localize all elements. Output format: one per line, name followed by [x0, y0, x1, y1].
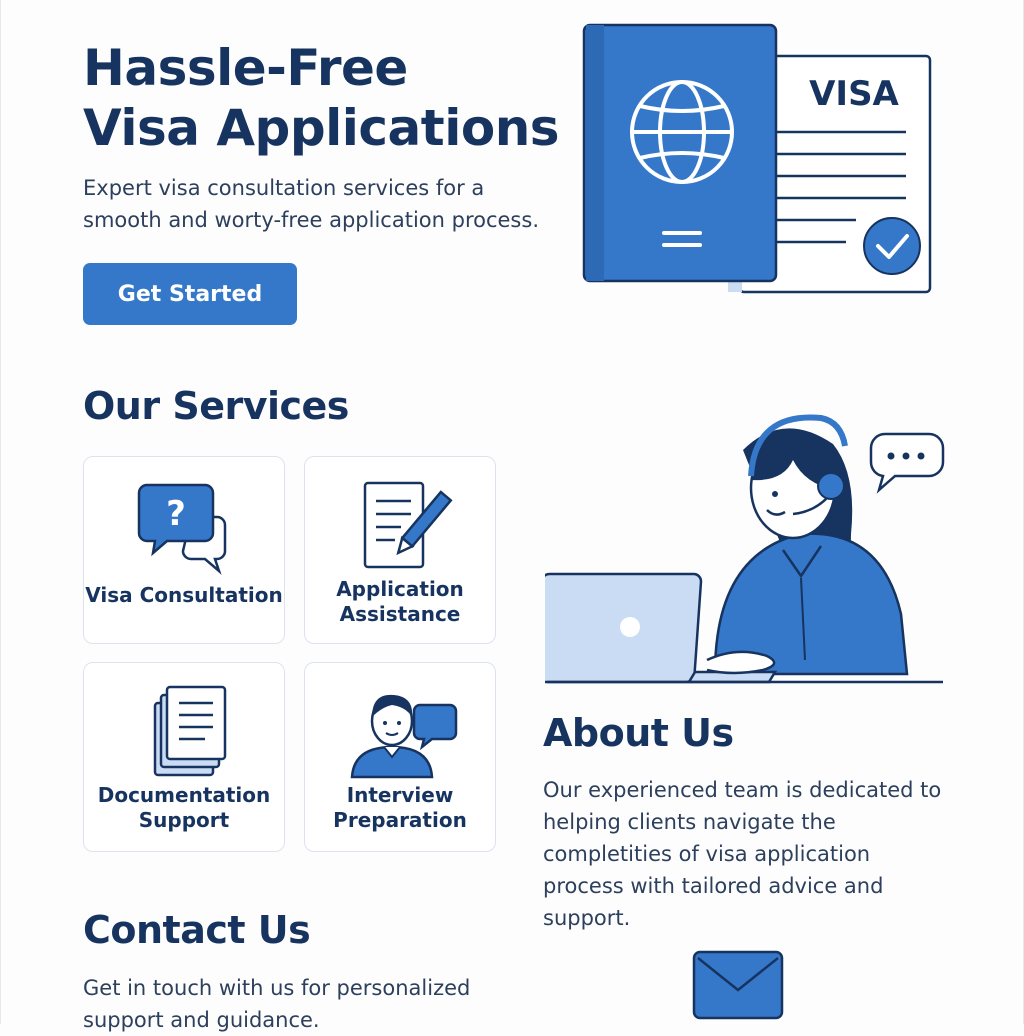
contact-heading: Contact Us — [83, 908, 311, 952]
service-label-line2: Support — [138, 808, 230, 832]
service-label — [98, 783, 271, 833]
person-speech-icon — [340, 681, 460, 781]
service-label-line1: Application — [336, 577, 464, 601]
passport-icon — [584, 25, 776, 281]
service-card-interview-preparation[interactable] — [304, 662, 496, 852]
hero-subtitle: Expert visa consultation services for a smooth and worty-free application process. — [83, 176, 539, 232]
service-card-visa-consultation[interactable] — [83, 456, 285, 644]
service-label: Visa Consultation — [85, 583, 283, 607]
service-label — [333, 783, 467, 833]
service-label — [336, 577, 464, 627]
service-label-line1: Documentation — [97, 783, 271, 807]
hero-title-line1: Hassle-Free — [83, 39, 408, 97]
service-card-application-assistance[interactable] — [304, 456, 496, 644]
speech-bubble-icon — [871, 434, 943, 490]
svg-text:?: ? — [166, 494, 186, 534]
passport-visa-illustration — [578, 20, 938, 300]
contact-text: Get in touch with us for personalized support and guidance. — [83, 976, 471, 1032]
support-agent-illustration — [545, 410, 955, 690]
service-card-documentation-support[interactable] — [83, 662, 285, 852]
about-heading: About Us — [543, 711, 734, 755]
service-label-line2: Preparation — [333, 808, 467, 832]
hero-title — [83, 38, 563, 158]
documents-icon — [129, 681, 239, 781]
services-heading: Our Services — [83, 384, 349, 428]
visa-label: VISA — [809, 74, 899, 114]
envelope-icon[interactable] — [690, 948, 786, 1022]
hero-title-line2: Visa Applications — [83, 99, 560, 157]
question-chat-icon — [129, 477, 239, 577]
service-label-line1: Interview — [346, 783, 454, 807]
document-pen-icon — [345, 477, 455, 577]
about-text: Our experienced team is dedicated to helping clients navigate the completities of visa application process with tailored advice and support. — [543, 778, 942, 930]
get-started-button[interactable]: Get Started — [83, 263, 297, 325]
service-label-line2: Assistance — [339, 602, 461, 626]
